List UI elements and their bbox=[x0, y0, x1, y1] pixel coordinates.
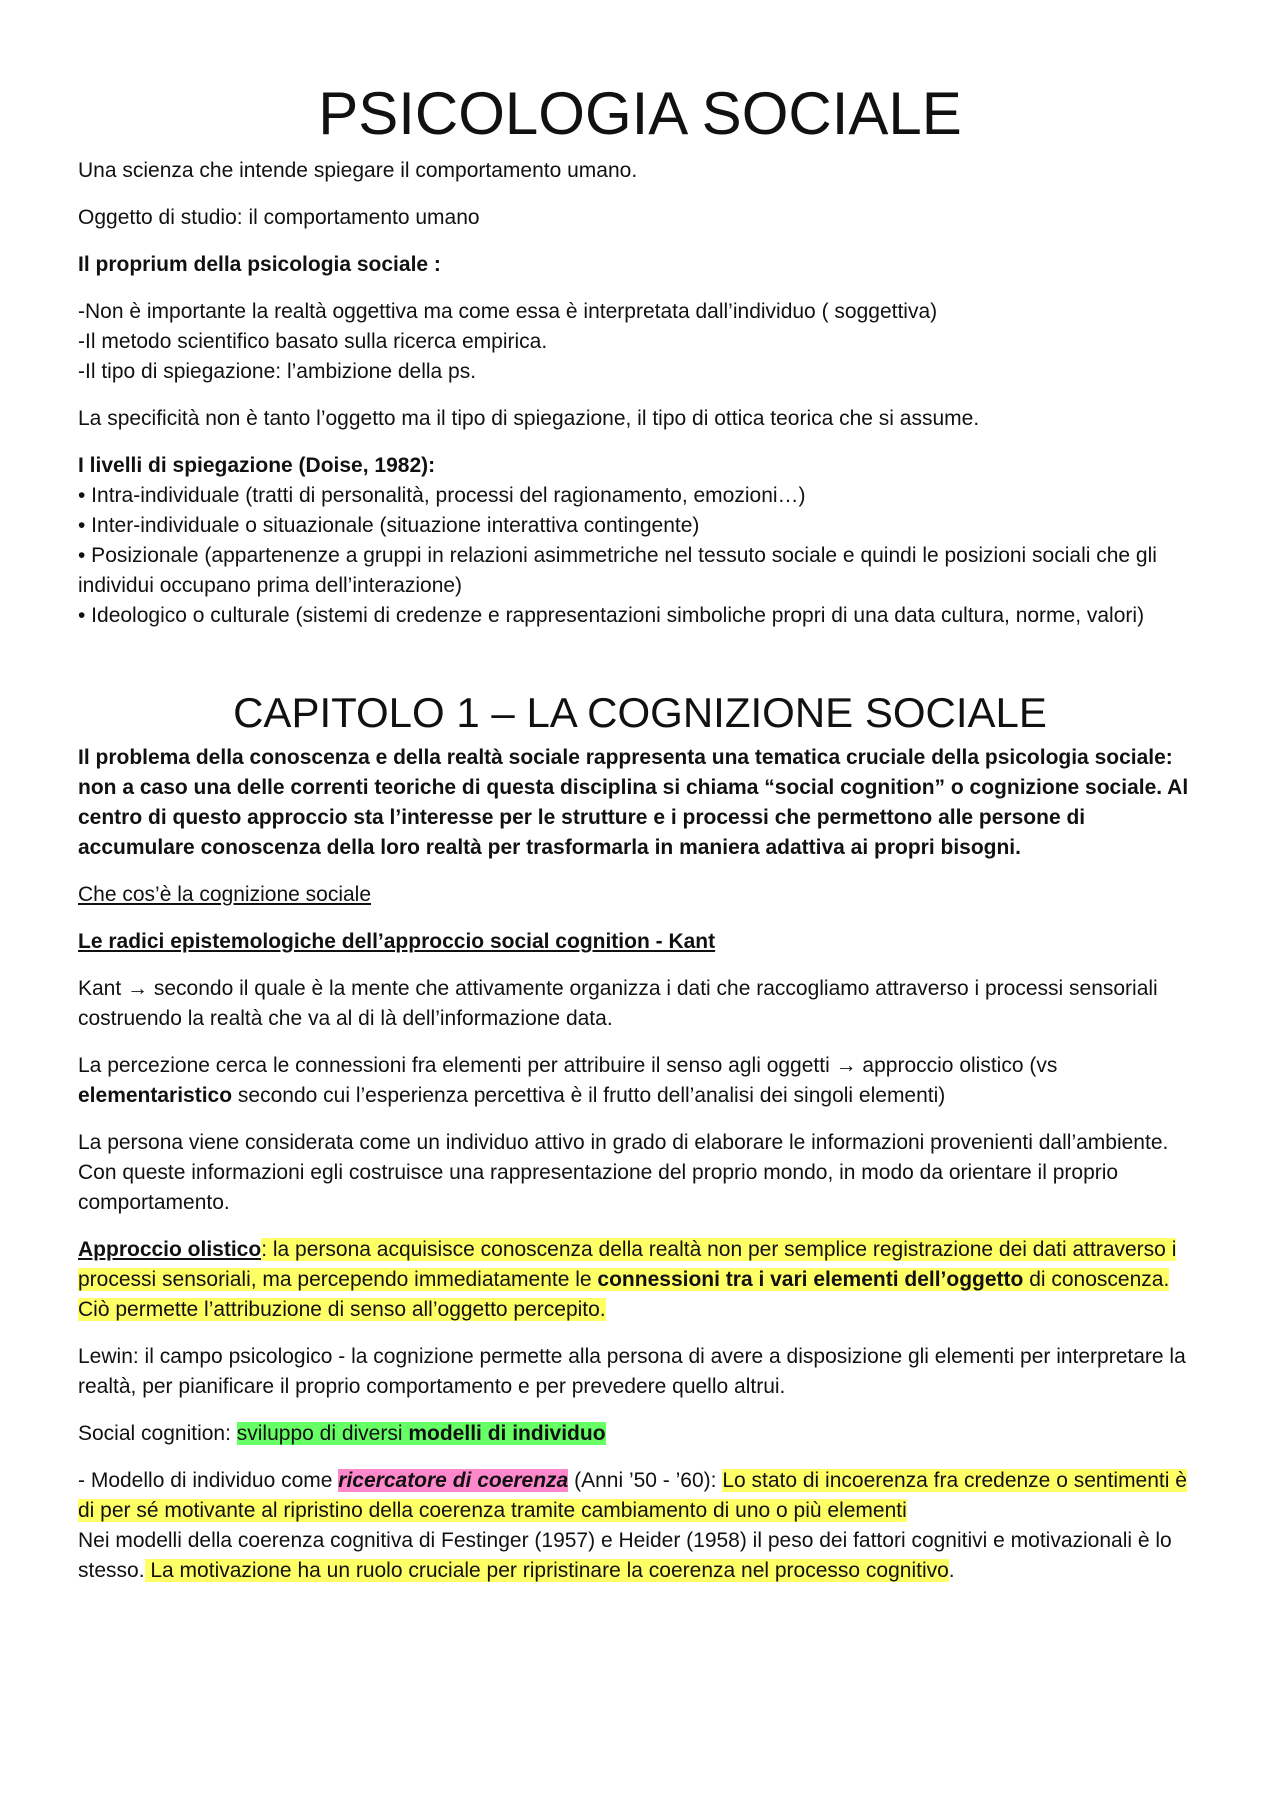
levels-item: • Ideologico o culturale (sistemi di credenze e rappresentazioni simboliche propri di una data cultura, norme, valori) bbox=[78, 604, 1145, 627]
intro-line-2: Oggetto di studio: il comportamento umano bbox=[78, 206, 480, 229]
levels-item: • Posizionale (appartenenze a gruppi in relazioni asimmetriche nel tessuto sociale e quindi le posizioni sociali che gli individui occupano prima dell’interazione) bbox=[78, 544, 1157, 597]
holistic-text: di conoscenza. Ciò permette l’attribuzione di senso all’oggetto percepito. bbox=[78, 1268, 1170, 1321]
holistic-text: : la persona acquisisce conoscenza della realtà non per semplice registrazione dei dati attraverso i processi sensoriali, ma percependo immediatamente le bbox=[78, 1238, 1177, 1291]
specificity-paragraph: La specificità non è tanto l’oggetto ma il tipo di spiegazione, il tipo di ottica teorica che si assume. bbox=[78, 407, 980, 430]
model-end: . bbox=[948, 1559, 955, 1582]
social-cognition-bold: modelli di individuo bbox=[408, 1422, 606, 1445]
model-term: ricercatore di coerenza bbox=[338, 1469, 569, 1492]
holistic-paragraph bbox=[78, 1235, 1202, 1325]
highlight-green bbox=[237, 1422, 606, 1445]
holistic-label: Approccio olistico bbox=[78, 1238, 262, 1261]
chapter-title: CAPITOLO 1 – LA COGNIZIONE SOCIALE bbox=[233, 689, 1047, 736]
person-paragraph: La persona viene considerata come un individuo attivo in grado di elaborare le informazioni provenienti dall’ambiente. Con queste informazioni egli costruisce una rappresentazione del proprio mondo, in modo da orientare il proprio comportamento. bbox=[78, 1131, 1169, 1214]
model-years: (Anni ’50 - ’60): bbox=[568, 1469, 723, 1492]
intro-line-1: Una scienza che intende spiegare il comportamento umano. bbox=[78, 159, 638, 182]
what-is-heading: Che cos’è la cognizione sociale bbox=[78, 883, 372, 906]
social-cognition-prefix: Social cognition: bbox=[78, 1422, 237, 1445]
roots-heading: Le radici epistemologiche dell’approccio social cognition - Kant bbox=[78, 930, 716, 953]
social-cognition-paragraph bbox=[78, 1419, 1202, 1449]
levels-item: • Inter-individuale o situazionale (situazione interattiva contingente) bbox=[78, 514, 700, 537]
proprium-list bbox=[78, 297, 1202, 387]
model-highlight-1: Lo stato di incoerenza fra credenze o sentimenti è di per sé motivante al ripristino della coerenza tramite cambiamento di uno o più elementi bbox=[78, 1469, 1187, 1522]
social-cognition-text: sviluppo di diversi bbox=[236, 1422, 409, 1445]
perception-bold-term: elementaristico bbox=[78, 1084, 233, 1107]
perception-paragraph bbox=[78, 1051, 1202, 1111]
proprium-heading: Il proprium della psicologia sociale : bbox=[78, 253, 441, 276]
levels-heading: I livelli di spiegazione (Doise, 1982): bbox=[78, 454, 436, 477]
model-highlight-2: La motivazione ha un ruolo cruciale per ripristinare la coerenza nel processo cognitivo bbox=[144, 1559, 949, 1582]
lewin-paragraph: Lewin: il campo psicologico - la cognizione permette alla persona di avere a disposizione gli elementi per interpretare la realtà, per pianificare il proprio comportamento e per prevedere quello altrui. bbox=[78, 1345, 1186, 1398]
perception-text: secondo cui l’esperienza percettiva è il frutto dell’analisi dei singoli elementi) bbox=[232, 1084, 946, 1107]
levels-item: • Intra-individuale (tratti di personalità, processi del ragionamento, emozioni…) bbox=[78, 484, 806, 507]
holistic-bold-text: connessioni tra i vari elementi dell’oggetto bbox=[597, 1268, 1024, 1291]
proprium-item: -Non è importante la realtà oggettiva ma come essa è interpretata dall’individuo ( soggettiva) bbox=[78, 300, 938, 323]
model-paragraph bbox=[78, 1466, 1202, 1586]
kant-paragraph: Kant → secondo il quale è la mente che attivamente organizza i dati che raccogliamo attraverso i processi sensoriali costruendo la realtà che va al di là dell’informazione data. bbox=[78, 977, 1158, 1030]
page-title: PSICOLOGIA SOCIALE bbox=[318, 80, 962, 147]
chapter-intro: Il problema della conoscenza e della realtà sociale rappresenta una tematica cruciale della psicologia sociale: non a caso una delle correnti teoriche di questa disciplina si chiama “social cognition” o cognizione sociale. Al centro di questo approccio sta l’interesse per le strutture e i processi che permettono alle persone di accumulare conoscenza della loro realtà per trasformarla in maniera adattiva ai propri bisogni. bbox=[78, 746, 1189, 859]
levels-section bbox=[78, 451, 1202, 631]
proprium-item: -Il tipo di spiegazione: l’ambizione della ps. bbox=[78, 360, 477, 383]
proprium-item: -Il metodo scientifico basato sulla ricerca empirica. bbox=[78, 330, 548, 353]
model-line-2: Nei modelli della coerenza cognitiva di Festinger (1957) e Heider (1958) il peso dei fattori cognitivi e motivazionali è lo stesso. bbox=[78, 1529, 1172, 1582]
model-prefix: - Modello di individuo come bbox=[78, 1469, 339, 1492]
perception-text: La percezione cerca le connessioni fra elementi per attribuire il senso agli oggetti → approccio olistico (vs bbox=[78, 1054, 1058, 1077]
